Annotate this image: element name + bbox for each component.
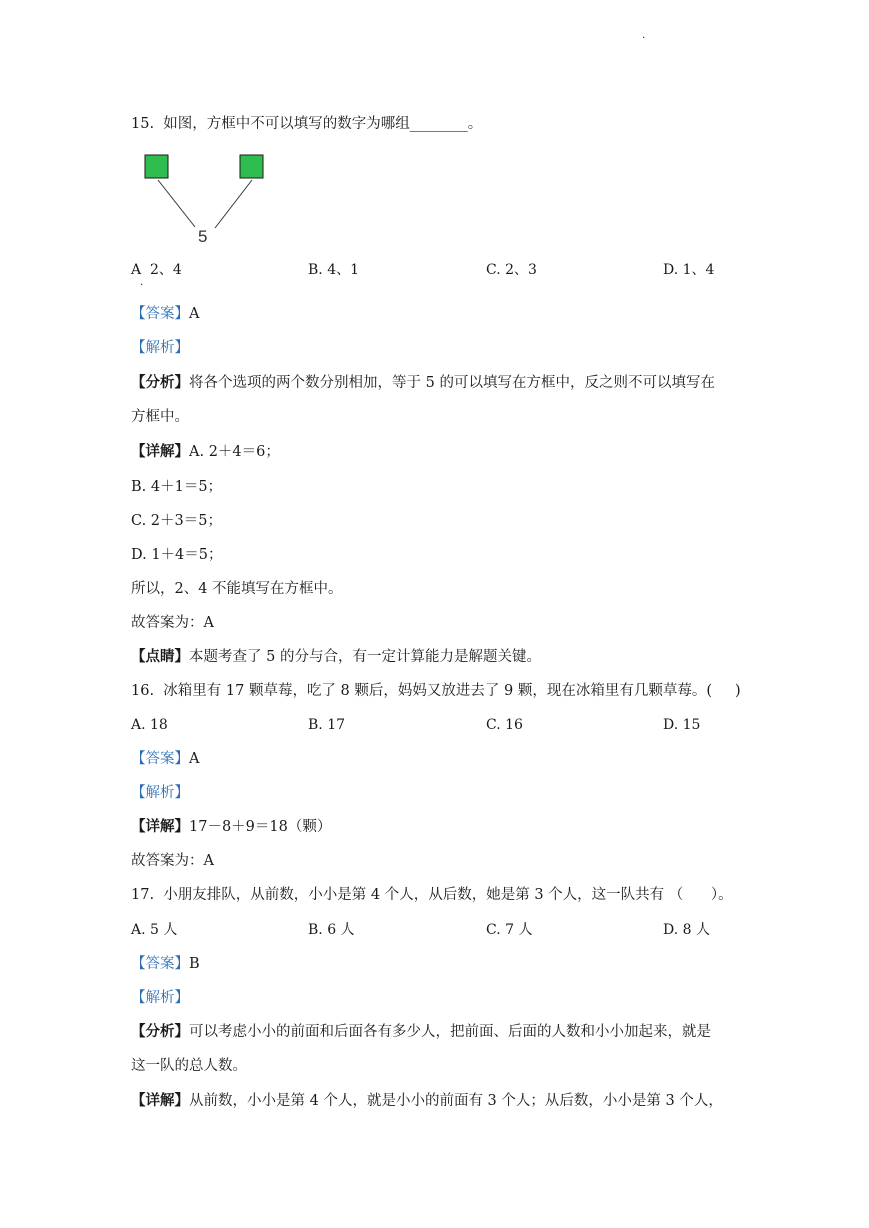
q15-option-a: A 2、4 — [131, 262, 182, 278]
q15-detail: 【详解】A. 2＋4＝6； — [131, 443, 280, 460]
q16-answer: 【答案】A — [131, 751, 200, 767]
q17-analysis-label: 【解析】 — [131, 990, 189, 1006]
q16-conclusion: 故答案为：A — [131, 853, 214, 869]
q16-option-a: A. 18 — [131, 717, 168, 733]
left-branch-line — [158, 180, 195, 227]
q17-option-d: D. 8 人 — [663, 922, 710, 938]
q16-analysis-label: 【解析】 — [131, 785, 189, 801]
q17-detail: 【详解】从前数，小小是第 4 个人，就是小小的前面有 3 个人；从后数，小小是第 3 个人， — [131, 1092, 723, 1109]
q15-detail-d: D. 1＋4＝5； — [131, 547, 223, 563]
q15-option-d: D. 1、4 — [663, 262, 715, 278]
q15-diagram — [140, 150, 270, 250]
diagram-number: 5 — [198, 227, 208, 246]
q15-fenxi-cont: 方框中。 — [131, 409, 189, 425]
q17-fenxi: 【分析】可以考虑小小的前面和后面各有多少人，把前面、后面的人数和小小加起来，就是 — [131, 1023, 711, 1040]
q17-question: 17. 小朋友排队，从前数，小小是第 4 个人，从后数，她是第 3 个人，这一队共有 （ ）。 — [131, 887, 733, 903]
q16-question: 16. 冰箱里有 17 颗草莓，吃了 8 颗后，妈妈又放进去了 9 颗，现在冰箱里有几颗草莓。( ) — [131, 683, 741, 699]
right-answer-box — [240, 155, 263, 178]
q17-answer: 【答案】B — [131, 956, 200, 972]
q15-question: 15. 如图，方框中不可以填写的数字为哪组________。 — [131, 116, 483, 132]
q16-option-c: C. 16 — [486, 717, 523, 733]
q16-option-d: D. 15 — [663, 717, 701, 733]
q15-fenxi: 【分析】将各个选项的两个数分别相加，等于 5 的可以填写在方框中，反之则不可以填写在 — [131, 374, 715, 391]
q15-so: 所以，2、4 不能填写在方框中。 — [131, 581, 343, 597]
q16-option-b: B. 17 — [308, 717, 346, 733]
q17-option-c: C. 7 人 — [486, 922, 533, 938]
stray-dot: · — [140, 280, 144, 291]
q17-option-b: B. 6 人 — [308, 922, 355, 938]
q15-conclusion: 故答案为：A — [131, 615, 214, 631]
q15-answer: 【答案】A — [131, 306, 200, 322]
q17-option-a: A. 5 人 — [131, 922, 178, 938]
right-branch-line — [215, 180, 252, 228]
header-mark: · — [642, 33, 646, 44]
left-answer-box — [145, 155, 168, 178]
q15-analysis-label: 【解析】 — [131, 340, 189, 356]
q15-comment: 【点睛】本题考查了 5 的分与合，有一定计算能力是解题关键。 — [131, 648, 541, 665]
q16-detail: 【详解】17－8＋9＝18（颗） — [131, 818, 332, 835]
q15-option-b: B. 4、1 — [308, 262, 360, 278]
q15-option-c: C. 2、3 — [486, 262, 537, 278]
q17-fenxi-cont: 这一队的总人数。 — [131, 1058, 247, 1074]
q15-detail-b: B. 4＋1＝5； — [131, 479, 223, 495]
q15-detail-c: C. 2＋3＝5； — [131, 513, 222, 529]
